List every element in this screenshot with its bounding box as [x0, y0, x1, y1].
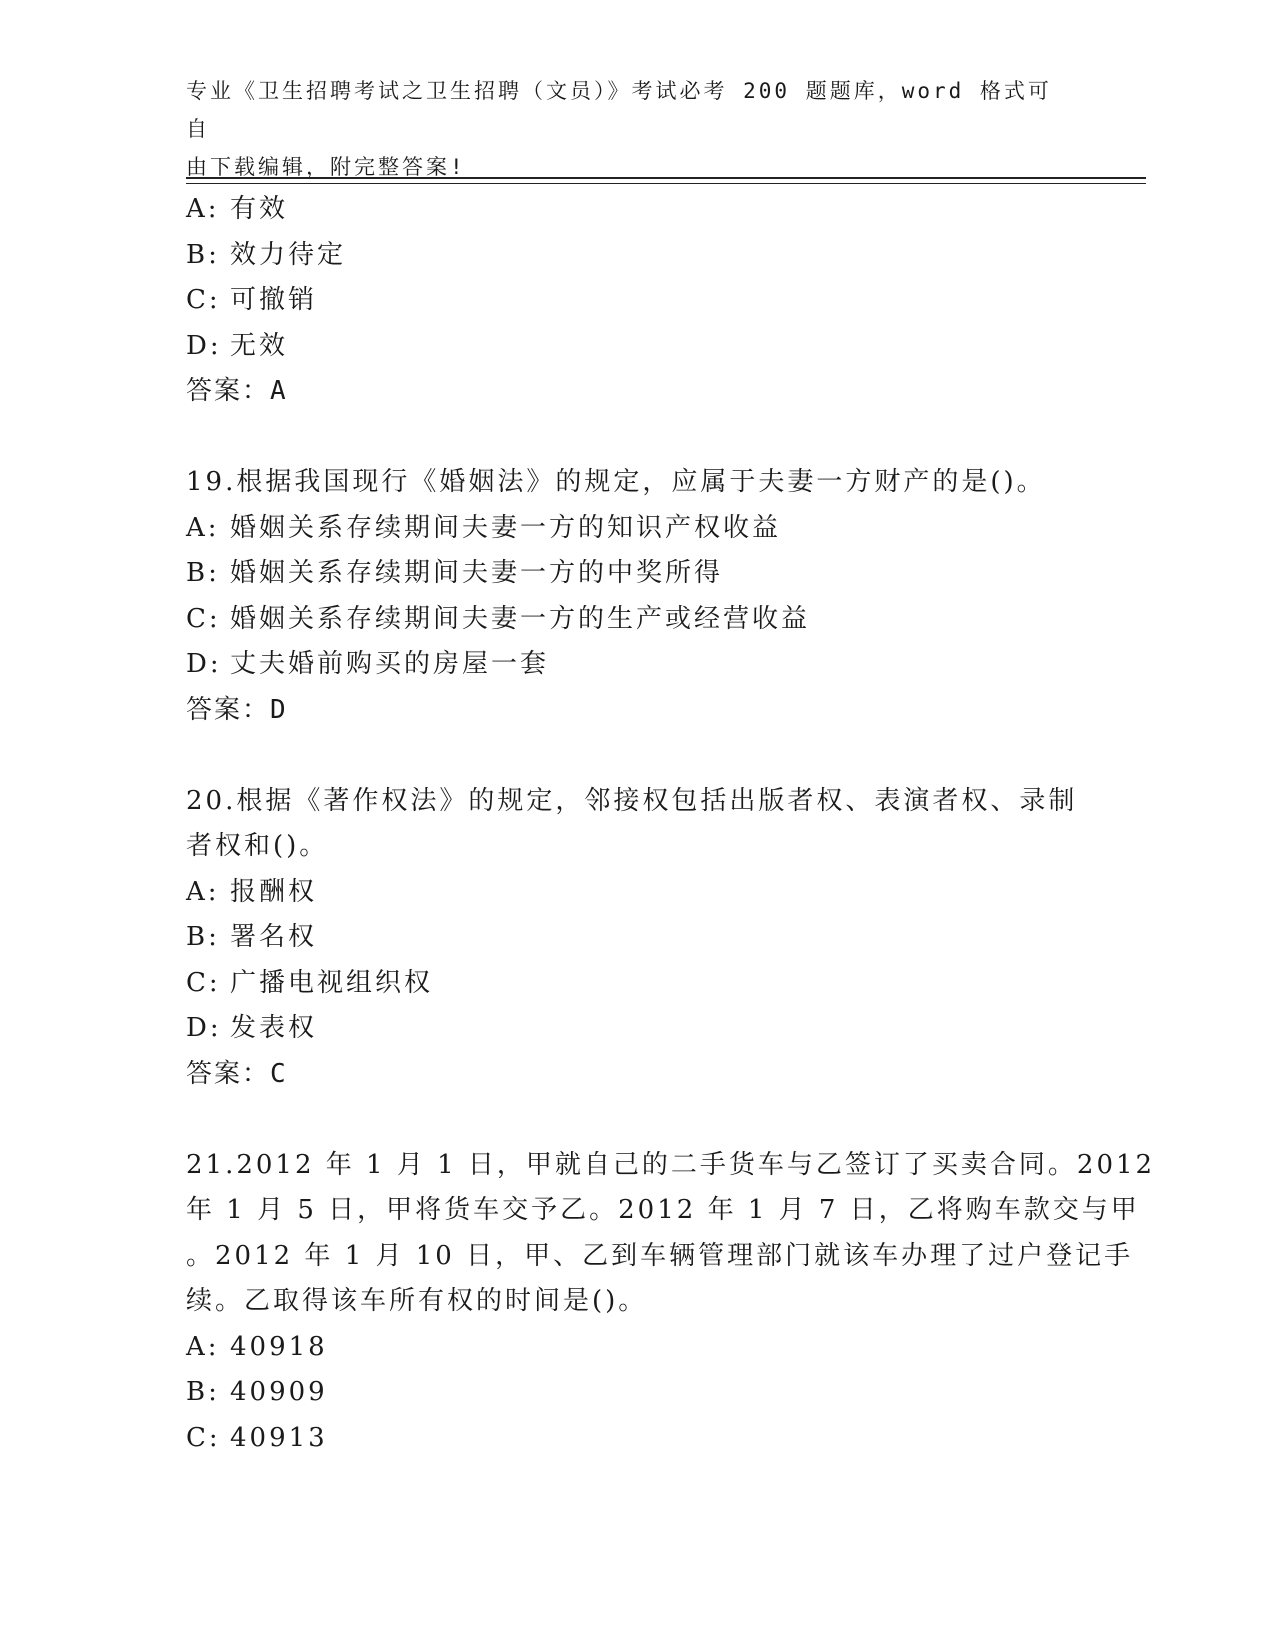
option-d — [186, 642, 1086, 688]
option-text: 可撤销 — [230, 285, 318, 315]
option-label: C: — [186, 1422, 221, 1453]
option-text: 婚姻关系存续期间夫妻一方的知识产权收益 — [230, 512, 782, 543]
option-label: B: — [186, 922, 220, 952]
option-text: 广播电视组织权 — [230, 967, 434, 998]
option-label: C: — [186, 285, 221, 315]
option-label: D: — [186, 1013, 222, 1043]
question-content — [186, 187, 1156, 1461]
option-label: A: — [186, 194, 220, 224]
answer-line: 答案：C — [186, 1058, 288, 1089]
header-rule-thin — [186, 183, 1146, 184]
option-label: C: — [186, 603, 221, 634]
option-text: 报酬权 — [230, 876, 318, 907]
question-stem-line-2: 者权和()。 — [186, 831, 329, 861]
question-19 — [186, 460, 1086, 733]
question-21 — [186, 1143, 1156, 1462]
option-text: 40909 — [230, 1377, 328, 1407]
question-20 — [186, 779, 1086, 1098]
option-label: B: — [186, 558, 220, 588]
option-text: 效力待定 — [230, 239, 347, 270]
option-b — [186, 233, 1086, 279]
header-line-1: 专业《卫生招聘考试之卫生招聘（文员）》考试必考 200 题题库，word 格式可自 — [186, 79, 1052, 141]
option-c — [186, 1416, 1086, 1462]
header-rule-thick — [186, 177, 1146, 179]
option-text: 署名权 — [230, 922, 318, 952]
option-text: 有效 — [230, 194, 289, 224]
option-b — [186, 915, 1086, 961]
option-text: 丈夫婚前购买的房屋一套 — [230, 649, 550, 679]
option-label: B: — [186, 239, 220, 270]
option-label: A: — [186, 512, 220, 543]
option-text: 发表权 — [230, 1013, 318, 1043]
question-stem-line-1: 21.2012 年 1 月 1 日，甲就自己的二手货车与乙签订了买卖合同。2012 — [186, 1149, 1156, 1180]
document-header — [186, 72, 1066, 186]
option-text: 无效 — [230, 330, 289, 361]
answer-line: 答案：D — [186, 694, 288, 725]
question-18 — [186, 187, 1086, 415]
option-label: D: — [186, 330, 222, 361]
option-label: B: — [186, 1377, 220, 1407]
option-text: 40918 — [230, 1331, 328, 1362]
option-d — [186, 1006, 1086, 1052]
option-c — [186, 278, 1086, 324]
option-d — [186, 324, 1086, 370]
spacer — [186, 415, 1086, 461]
question-stem-line-3: 。2012 年 1 月 10 日，甲、乙到车辆管理部门就该车办理了过户登记手 — [186, 1240, 1134, 1271]
option-text: 40913 — [230, 1422, 328, 1453]
option-c — [186, 597, 1086, 643]
option-a — [186, 187, 1086, 233]
question-stem-line-2: 年 1 月 5 日，甲将货车交予乙。2012 年 1 月 7 日，乙将购车款交与甲 — [186, 1195, 1140, 1225]
option-label: A: — [186, 876, 220, 907]
header-line-2: 由下载编辑，附完整答案! — [186, 155, 466, 179]
question-stem: 19.根据我国现行《婚姻法》的规定，应属于夫妻一方财产的是()。 — [186, 467, 1046, 497]
option-label: C: — [186, 967, 221, 998]
answer-line: 答案：A — [186, 376, 288, 406]
option-text: 婚姻关系存续期间夫妻一方的生产或经营收益 — [230, 603, 811, 634]
option-a — [186, 1325, 1086, 1371]
option-label: D: — [186, 649, 222, 679]
option-text: 婚姻关系存续期间夫妻一方的中奖所得 — [230, 558, 724, 588]
option-b — [186, 551, 1086, 597]
spacer — [186, 733, 1086, 779]
question-stem-line-4: 续。乙取得该车所有权的时间是()。 — [186, 1286, 648, 1316]
option-a — [186, 870, 1086, 916]
spacer — [186, 1097, 1086, 1143]
option-c — [186, 961, 1086, 1007]
option-label: A: — [186, 1331, 220, 1362]
option-b — [186, 1370, 1086, 1416]
question-stem-line-1: 20.根据《著作权法》的规定，邻接权包括出版者权、表演者权、录制 — [186, 785, 1078, 816]
option-a — [186, 506, 1086, 552]
